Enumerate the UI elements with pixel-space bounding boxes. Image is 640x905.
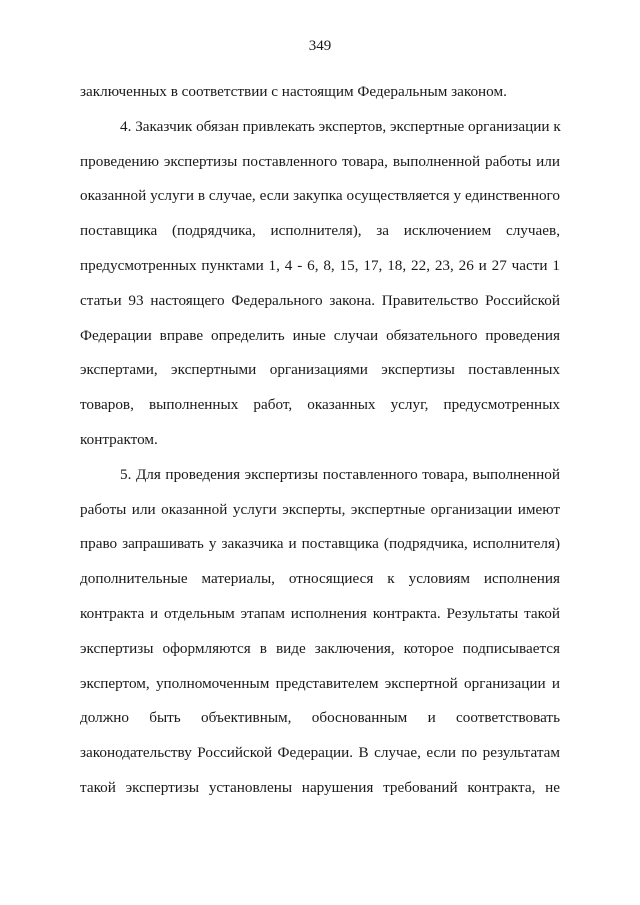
text-line: работы или оказанной услуги эксперты, экспертные организации имеют (80, 500, 560, 518)
text-line: экспертом, уполномоченным представителем экспертной организации и (80, 674, 560, 692)
text-line: 5. Для проведения экспертизы поставленного товара, выполненной (120, 465, 560, 483)
text-line: статьи 93 настоящего Федерального закона. Правительство Российской (80, 291, 560, 309)
text-line: заключенных в соответствии с настоящим Федеральным законом. (80, 83, 507, 100)
text-line: оказанной услуги в случае, если закупка осуществляется у единственного (80, 187, 560, 205)
text-line: такой экспертизы установлены нарушения требований контракта, не (80, 778, 560, 796)
page-number: 349 (308, 38, 332, 54)
text-line: контракта и отдельным этапам исполнения контракта. Результаты такой (80, 604, 560, 622)
text-line: должно быть объективным, обоснованным и соответствовать (80, 709, 560, 727)
text-line: право запрашивать у заказчика и поставщика (подрядчика, исполнителя) (80, 535, 560, 553)
text-line: экспертизы оформляются в виде заключения, которое подписывается (80, 639, 560, 657)
text-line: контрактом. (80, 430, 158, 448)
text-line: товаров, выполненных работ, оказанных услуг, предусмотренных (80, 396, 560, 414)
text-line: экспертами, экспертными организациями экспертизы поставленных (80, 361, 560, 379)
document-body (80, 75, 560, 806)
text-line: законодательству Российской Федерации. В случае, если по результатам (80, 744, 560, 762)
text-line: дополнительные материалы, относящиеся к условиям исполнения (80, 570, 560, 588)
text-line: предусмотренных пунктами 1, 4 - 6, 8, 15, 17, 18, 22, 23, 26 и 27 части 1 (80, 256, 560, 274)
text-line: проведению экспертизы поставленного товара, выполненной работы или (80, 152, 560, 170)
text-line: поставщика (подрядчика, исполнителя), за исключением случаев, (80, 222, 560, 240)
text-line: Федерации вправе определить иные случаи обязательного проведения (80, 326, 560, 344)
text-line: 4. Заказчик обязан привлекать экспертов, экспертные организации к (120, 117, 561, 135)
